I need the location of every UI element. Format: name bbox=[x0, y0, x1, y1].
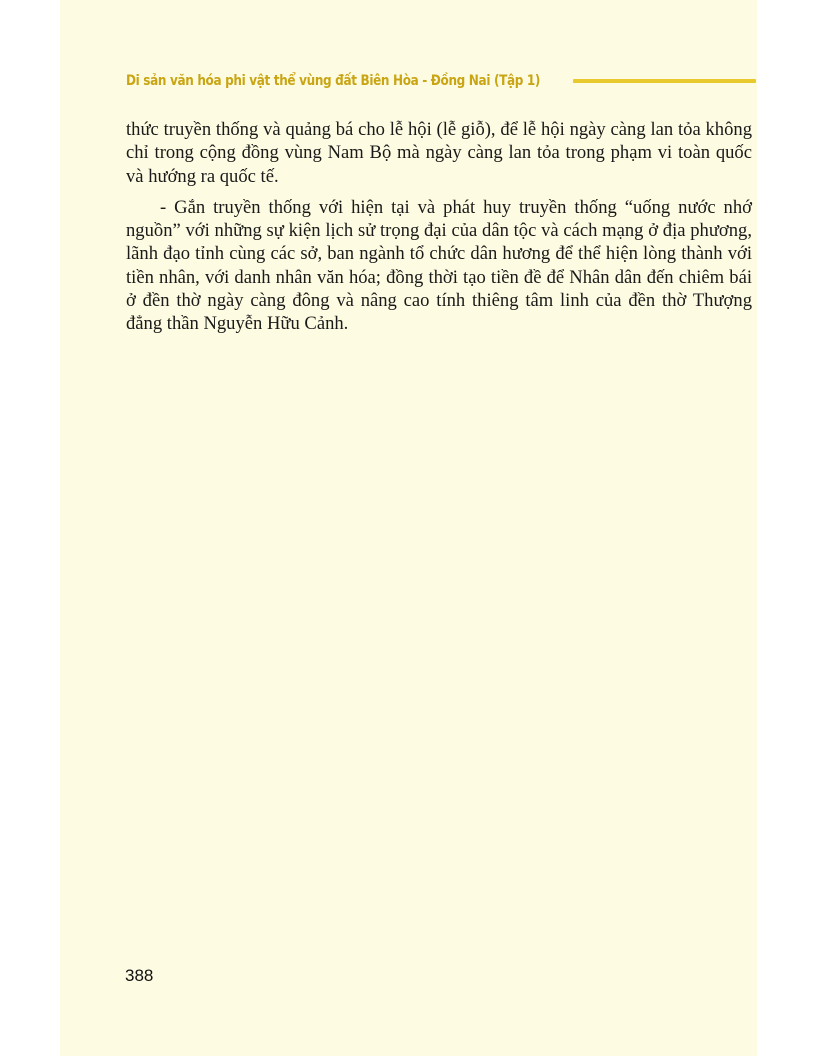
running-header-title: Di sản văn hóa phi vật thể vùng đất Biên Hòa - Đồng Nai (Tập 1) bbox=[126, 73, 541, 89]
running-header bbox=[126, 68, 756, 94]
paragraph-bullet: - Gắn truyền thống với hiện tại và phát huy truyền thống “uống nước nhớ nguồn” với những sự kiện lịch sử trọng đại của dân tộc và cách mạng ở địa phương, lãnh đạo tỉnh cùng các sở, ban ngành tổ chức dân hương để thể hiện lòng thành với tiền nhân, với danh nhân văn hóa; đồng thời tạo tiền đề để Nhân dân đến chiêm bái ở đền thờ ngày càng đông và nâng cao tính thiêng tâm linh của đền thờ Thượng đẳng thần Nguyễn Hữu Cảnh. bbox=[126, 196, 752, 335]
book-page bbox=[60, 0, 757, 1056]
paragraph-continuation: thức truyền thống và quảng bá cho lễ hội (lễ giỗ), để lễ hội ngày càng lan tỏa không chỉ trong cộng đồng vùng Nam Bộ mà ngày càng lan tỏa trong phạm vi toàn quốc và hướng ra quốc tế. bbox=[126, 119, 752, 187]
page-number: 388 bbox=[125, 966, 154, 985]
body-text bbox=[126, 118, 752, 344]
header-rule bbox=[573, 79, 756, 83]
